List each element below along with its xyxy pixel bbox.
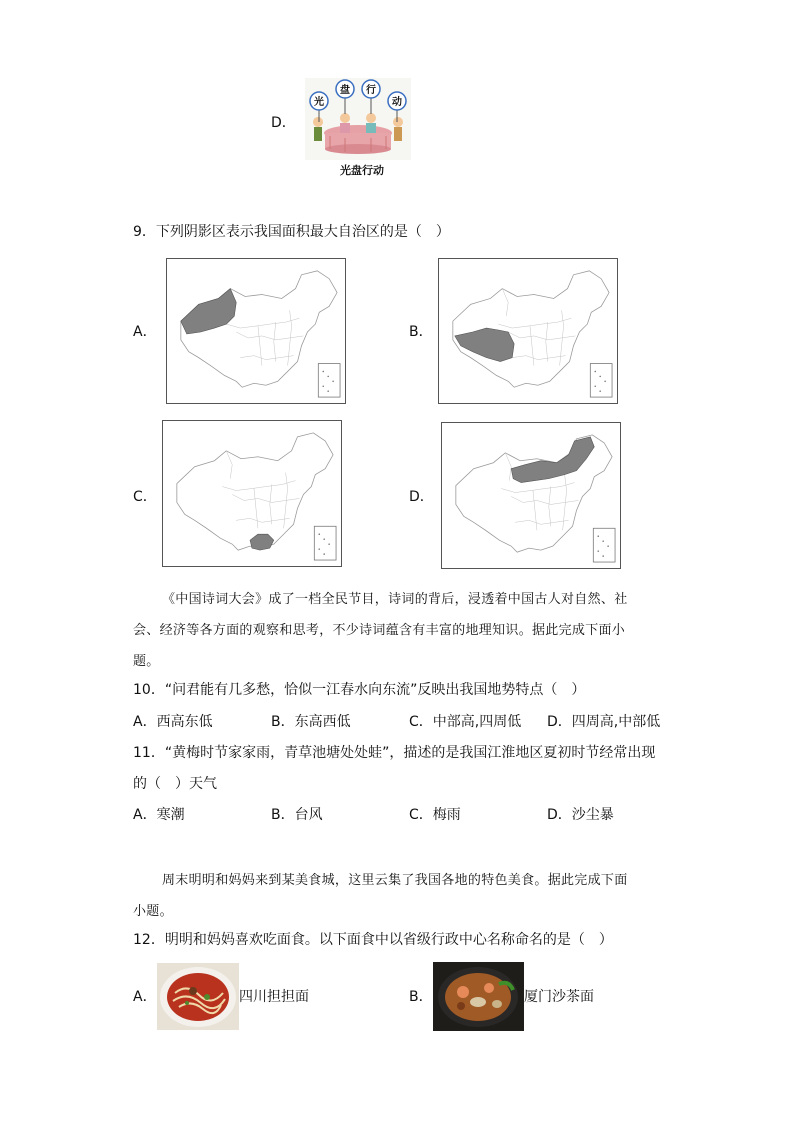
q11-question-line1: 11．“黄梅时节家家雨，青草池塘处处蛙”，描述的是我国江淮地区夏初时节经常出现	[133, 745, 656, 761]
q12-option-b-label: B．	[409, 989, 433, 1005]
passage1-line2: 会、经济等各方面的观察和思考，不少诗词蕴含有丰富的地理知识。据此完成下面小	[133, 623, 626, 638]
south-china-sea-inset	[318, 364, 340, 398]
island-dot	[602, 540, 604, 542]
china-map-xinjiang	[167, 259, 345, 403]
map-option-c[interactable]	[162, 420, 342, 567]
island-dot	[323, 553, 325, 555]
china-outline	[177, 433, 333, 550]
sign-4: 动	[392, 97, 402, 108]
island-dot	[327, 390, 329, 392]
china-outline	[453, 271, 609, 387]
island-dot	[604, 381, 606, 383]
q9-option-a-label: A．	[133, 324, 157, 340]
q10-option-b[interactable]: B．东高西低	[271, 714, 351, 730]
passage1-line1: 《中国诗词大会》成了一档全民节目，诗词的背后，浸透着中国古人对自然、社	[162, 592, 628, 607]
passage1-line3: 题。	[133, 654, 160, 669]
sign-2: 盘	[340, 85, 350, 96]
cartoon-caption: 光盘行动	[340, 164, 384, 177]
q9-option-c-label: C．	[133, 489, 157, 505]
island-dot	[323, 538, 325, 540]
passage2-line1: 周末明明和妈妈来到某美食城，这里云集了我国各地的特色美食。据此完成下面	[162, 873, 628, 888]
island-dot	[322, 371, 324, 373]
island-dot	[322, 385, 324, 387]
china-map-tibet	[439, 259, 617, 403]
map-option-d[interactable]	[441, 422, 621, 569]
q9-question: 9．下列阴影区表示我国面积最大自治区的是（ ）	[133, 224, 450, 240]
shacha-noodle-photo[interactable]	[433, 962, 524, 1031]
island-dot	[597, 535, 599, 537]
island-dot	[599, 376, 601, 378]
q10-option-c[interactable]: C．中部高,四周低	[409, 714, 522, 730]
q10-question: 10．“问君能有几多愁，恰似一江春水向东流”反映出我国地势特点（ ）	[133, 682, 586, 698]
q11-question-line2: 的（ ）天气	[133, 776, 217, 792]
china-map-guangxi	[163, 421, 341, 566]
sign-1: 光	[314, 97, 324, 108]
south-china-sea-inset	[314, 526, 336, 560]
island-dot	[328, 543, 330, 545]
island-dot	[597, 550, 599, 552]
island-dot	[318, 548, 320, 550]
island-dot	[594, 385, 596, 387]
q8-option-d-label: D．	[271, 115, 296, 131]
q9-option-d-label: D．	[409, 489, 434, 505]
q11-option-b[interactable]: B．台风	[271, 807, 323, 823]
map-option-b[interactable]	[438, 258, 618, 404]
q12-option-a-label: A．	[133, 989, 157, 1005]
south-china-sea-inset	[593, 528, 615, 562]
island-dot	[332, 381, 334, 383]
south-china-sea-inset	[590, 364, 612, 398]
q11-option-a[interactable]: A．寒潮	[133, 807, 185, 823]
map-option-a[interactable]	[166, 258, 346, 404]
island-dot	[327, 376, 329, 378]
q11-option-d[interactable]: D．沙尘暴	[547, 807, 614, 823]
q12-option-a-text: 四川担担面	[239, 989, 309, 1005]
q12-question: 12．明明和妈妈喜欢吃面食。以下面食中以省级行政中心名称命名的是（ ）	[133, 932, 613, 948]
q12-option-b-text: 厦门沙茶面	[524, 989, 594, 1005]
guangpan-cartoon	[305, 78, 411, 160]
china-map-inner-mongolia	[442, 423, 620, 568]
island-dot	[599, 390, 601, 392]
q10-option-a[interactable]: A．西高东低	[133, 714, 213, 730]
island-dot	[318, 533, 320, 535]
dandan-noodle-photo[interactable]	[157, 963, 239, 1030]
island-dot	[602, 555, 604, 557]
island-dot	[594, 371, 596, 373]
q11-option-c[interactable]: C．梅雨	[409, 807, 461, 823]
passage2-line2: 小题。	[133, 904, 173, 919]
island-dot	[607, 545, 609, 547]
q10-option-d[interactable]: D．四周高,中部低	[547, 714, 661, 730]
q9-option-b-label: B．	[409, 324, 433, 340]
sign-3: 行	[366, 85, 376, 96]
